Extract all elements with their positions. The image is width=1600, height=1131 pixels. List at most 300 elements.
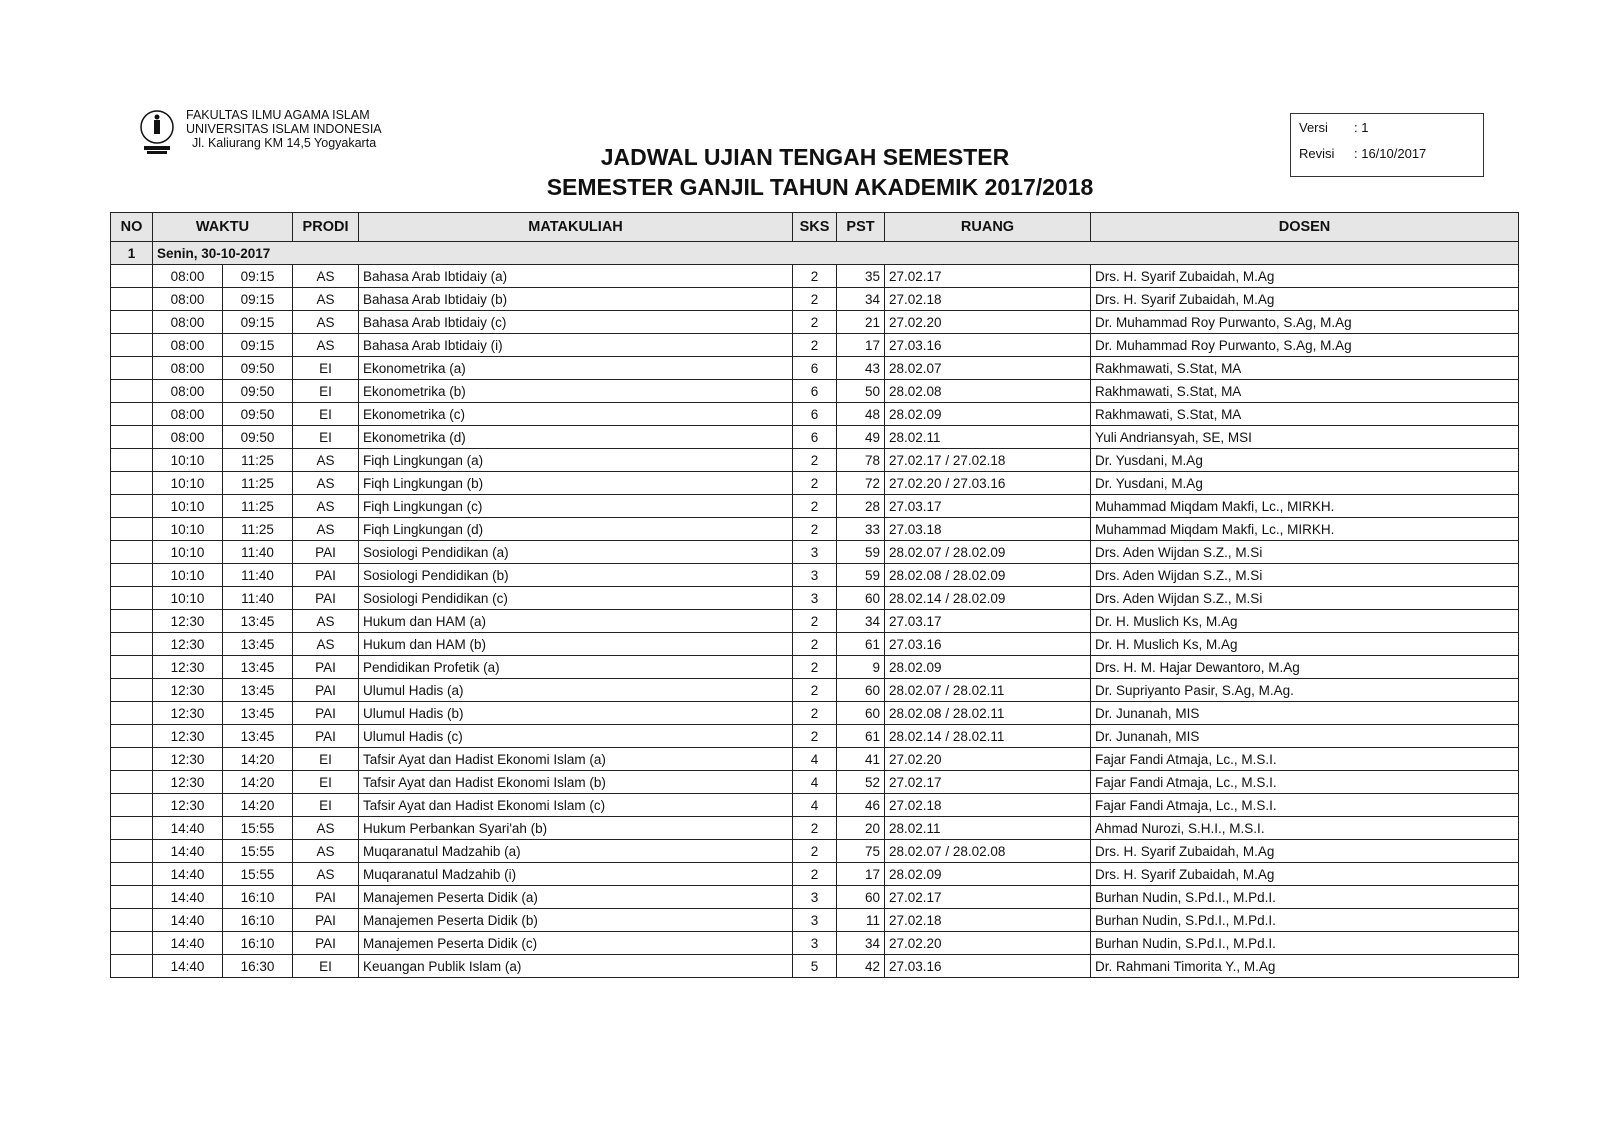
pst-cell: 34 bbox=[837, 288, 885, 311]
ruang-cell: 27.02.20 bbox=[885, 932, 1091, 955]
table-row bbox=[111, 518, 1519, 541]
dosen-cell: Muhammad Miqdam Makfi, Lc., MIRKH. bbox=[1091, 518, 1519, 541]
prodi-cell: AS bbox=[293, 840, 359, 863]
sks-cell: 2 bbox=[793, 265, 837, 288]
row-no-cell bbox=[111, 817, 153, 840]
matakuliah-cell: Manajemen Peserta Didik (a) bbox=[359, 886, 793, 909]
ruang-cell: 27.02.18 bbox=[885, 909, 1091, 932]
ruang-cell: 28.02.11 bbox=[885, 426, 1091, 449]
start-time-cell: 12:30 bbox=[153, 794, 223, 817]
matakuliah-cell: Fiqh Lingkungan (a) bbox=[359, 449, 793, 472]
end-time-cell: 13:45 bbox=[223, 656, 293, 679]
table-row bbox=[111, 656, 1519, 679]
table-row bbox=[111, 265, 1519, 288]
exam-schedule-table bbox=[110, 212, 1519, 978]
prodi-cell: EI bbox=[293, 357, 359, 380]
matakuliah-cell: Sosiologi Pendidikan (a) bbox=[359, 541, 793, 564]
ruang-cell: 27.03.18 bbox=[885, 518, 1091, 541]
end-time-cell: 16:10 bbox=[223, 932, 293, 955]
table-row bbox=[111, 380, 1519, 403]
pst-cell: 48 bbox=[837, 403, 885, 426]
row-no-cell bbox=[111, 518, 153, 541]
table-row bbox=[111, 311, 1519, 334]
matakuliah-cell: Pendidikan Profetik (a) bbox=[359, 656, 793, 679]
sks-cell: 4 bbox=[793, 794, 837, 817]
start-time-cell: 14:40 bbox=[153, 840, 223, 863]
prodi-cell: PAI bbox=[293, 909, 359, 932]
end-time-cell: 09:15 bbox=[223, 265, 293, 288]
ruang-cell: 27.03.17 bbox=[885, 610, 1091, 633]
header-waktu: WAKTU bbox=[153, 213, 293, 242]
ruang-cell: 28.02.14 / 28.02.09 bbox=[885, 587, 1091, 610]
end-time-cell: 13:45 bbox=[223, 633, 293, 656]
matakuliah-cell: Ekonometrika (d) bbox=[359, 426, 793, 449]
ruang-cell: 27.02.17 bbox=[885, 886, 1091, 909]
prodi-cell: PAI bbox=[293, 932, 359, 955]
row-no-cell bbox=[111, 288, 153, 311]
table-row bbox=[111, 863, 1519, 886]
faculty-name: FAKULTAS ILMU AGAMA ISLAM bbox=[186, 108, 370, 122]
header-matakuliah: MATAKULIAH bbox=[359, 213, 793, 242]
prodi-cell: AS bbox=[293, 334, 359, 357]
table-row bbox=[111, 633, 1519, 656]
ruang-cell: 27.03.16 bbox=[885, 955, 1091, 978]
table-header-row bbox=[111, 213, 1519, 242]
dosen-cell: Yuli Andriansyah, SE, MSI bbox=[1091, 426, 1519, 449]
institution-text bbox=[186, 108, 382, 150]
table-row bbox=[111, 955, 1519, 978]
table-row bbox=[111, 541, 1519, 564]
row-no-cell bbox=[111, 472, 153, 495]
prodi-cell: PAI bbox=[293, 886, 359, 909]
revisi-row bbox=[1299, 146, 1426, 161]
ruang-cell: 27.02.17 bbox=[885, 771, 1091, 794]
end-time-cell: 11:25 bbox=[223, 449, 293, 472]
sks-cell: 2 bbox=[793, 311, 837, 334]
ruang-cell: 27.02.17 / 27.02.18 bbox=[885, 449, 1091, 472]
pst-cell: 60 bbox=[837, 702, 885, 725]
start-time-cell: 08:00 bbox=[153, 334, 223, 357]
dosen-cell: Rakhmawati, S.Stat, MA bbox=[1091, 380, 1519, 403]
pst-cell: 9 bbox=[837, 656, 885, 679]
pst-cell: 35 bbox=[837, 265, 885, 288]
prodi-cell: PAI bbox=[293, 656, 359, 679]
ruang-cell: 28.02.11 bbox=[885, 817, 1091, 840]
row-no-cell bbox=[111, 748, 153, 771]
pst-cell: 28 bbox=[837, 495, 885, 518]
revisi-value: : 16/10/2017 bbox=[1354, 146, 1427, 161]
prodi-cell: EI bbox=[293, 748, 359, 771]
prodi-cell: EI bbox=[293, 403, 359, 426]
header-prodi: PRODI bbox=[293, 213, 359, 242]
header-no: NO bbox=[111, 213, 153, 242]
ruang-cell: 28.02.09 bbox=[885, 403, 1091, 426]
prodi-cell: AS bbox=[293, 610, 359, 633]
ruang-cell: 27.02.18 bbox=[885, 794, 1091, 817]
matakuliah-cell: Bahasa Arab Ibtidaiy (c) bbox=[359, 311, 793, 334]
end-time-cell: 09:15 bbox=[223, 311, 293, 334]
matakuliah-cell: Sosiologi Pendidikan (c) bbox=[359, 587, 793, 610]
end-time-cell: 09:50 bbox=[223, 357, 293, 380]
end-time-cell: 13:45 bbox=[223, 702, 293, 725]
start-time-cell: 12:30 bbox=[153, 702, 223, 725]
day-row bbox=[111, 242, 1519, 265]
sks-cell: 2 bbox=[793, 610, 837, 633]
table-row bbox=[111, 495, 1519, 518]
start-time-cell: 08:00 bbox=[153, 403, 223, 426]
dosen-cell: Drs. Aden Wijdan S.Z., M.Si bbox=[1091, 564, 1519, 587]
dosen-cell: Dr. H. Muslich Ks, M.Ag bbox=[1091, 610, 1519, 633]
start-time-cell: 08:00 bbox=[153, 265, 223, 288]
versi-row bbox=[1299, 120, 1368, 135]
dosen-cell: Burhan Nudin, S.Pd.I., M.Pd.I. bbox=[1091, 886, 1519, 909]
sks-cell: 2 bbox=[793, 679, 837, 702]
document-subtitle: SEMESTER GANJIL TAHUN AKADEMIK 2017/2018 bbox=[546, 174, 1094, 200]
dosen-cell: Drs. H. Syarif Zubaidah, M.Ag bbox=[1091, 265, 1519, 288]
row-no-cell bbox=[111, 449, 153, 472]
pst-cell: 33 bbox=[837, 518, 885, 541]
matakuliah-cell: Ulumul Hadis (a) bbox=[359, 679, 793, 702]
prodi-cell: EI bbox=[293, 955, 359, 978]
sks-cell: 3 bbox=[793, 909, 837, 932]
sks-cell: 3 bbox=[793, 932, 837, 955]
matakuliah-cell: Fiqh Lingkungan (c) bbox=[359, 495, 793, 518]
end-time-cell: 09:15 bbox=[223, 288, 293, 311]
start-time-cell: 14:40 bbox=[153, 955, 223, 978]
start-time-cell: 08:00 bbox=[153, 426, 223, 449]
pst-cell: 46 bbox=[837, 794, 885, 817]
end-time-cell: 13:45 bbox=[223, 725, 293, 748]
sks-cell: 2 bbox=[793, 725, 837, 748]
row-no-cell bbox=[111, 794, 153, 817]
dosen-cell: Drs. H. Syarif Zubaidah, M.Ag bbox=[1091, 288, 1519, 311]
sks-cell: 2 bbox=[793, 633, 837, 656]
end-time-cell: 15:55 bbox=[223, 863, 293, 886]
sks-cell: 6 bbox=[793, 380, 837, 403]
table-row bbox=[111, 426, 1519, 449]
pst-cell: 11 bbox=[837, 909, 885, 932]
matakuliah-cell: Manajemen Peserta Didik (c) bbox=[359, 932, 793, 955]
dosen-cell: Drs. Aden Wijdan S.Z., M.Si bbox=[1091, 587, 1519, 610]
ruang-cell: 27.02.20 / 27.03.16 bbox=[885, 472, 1091, 495]
sks-cell: 2 bbox=[793, 288, 837, 311]
start-time-cell: 14:40 bbox=[153, 817, 223, 840]
ruang-cell: 27.02.20 bbox=[885, 311, 1091, 334]
row-no-cell bbox=[111, 863, 153, 886]
pst-cell: 60 bbox=[837, 587, 885, 610]
version-box bbox=[1290, 113, 1484, 177]
start-time-cell: 12:30 bbox=[153, 633, 223, 656]
header-pst: PST bbox=[837, 213, 885, 242]
pst-cell: 78 bbox=[837, 449, 885, 472]
sks-cell: 6 bbox=[793, 357, 837, 380]
dosen-cell: Drs. Aden Wijdan S.Z., M.Si bbox=[1091, 541, 1519, 564]
ruang-cell: 28.02.08 / 28.02.11 bbox=[885, 702, 1091, 725]
matakuliah-cell: Ulumul Hadis (b) bbox=[359, 702, 793, 725]
start-time-cell: 08:00 bbox=[153, 380, 223, 403]
table-row bbox=[111, 794, 1519, 817]
dosen-cell: Drs. H. Syarif Zubaidah, M.Ag bbox=[1091, 840, 1519, 863]
matakuliah-cell: Ekonometrika (a) bbox=[359, 357, 793, 380]
row-no-cell bbox=[111, 909, 153, 932]
pst-cell: 34 bbox=[837, 610, 885, 633]
institution-header bbox=[138, 108, 382, 156]
table-row bbox=[111, 932, 1519, 955]
row-no-cell bbox=[111, 702, 153, 725]
ruang-cell: 28.02.08 / 28.02.09 bbox=[885, 564, 1091, 587]
pst-cell: 75 bbox=[837, 840, 885, 863]
sks-cell: 2 bbox=[793, 518, 837, 541]
end-time-cell: 11:25 bbox=[223, 518, 293, 541]
prodi-cell: AS bbox=[293, 472, 359, 495]
matakuliah-cell: Keuangan Publik Islam (a) bbox=[359, 955, 793, 978]
start-time-cell: 08:00 bbox=[153, 288, 223, 311]
row-no-cell bbox=[111, 564, 153, 587]
revisi-label: Revisi bbox=[1299, 146, 1335, 161]
dosen-cell: Fajar Fandi Atmaja, Lc., M.S.I. bbox=[1091, 748, 1519, 771]
pst-cell: 43 bbox=[837, 357, 885, 380]
dosen-cell: Dr. Junanah, MIS bbox=[1091, 702, 1519, 725]
dosen-cell: Dr. Supriyanto Pasir, S.Ag, M.Ag. bbox=[1091, 679, 1519, 702]
ruang-cell: 28.02.07 bbox=[885, 357, 1091, 380]
end-time-cell: 16:10 bbox=[223, 909, 293, 932]
table-row bbox=[111, 748, 1519, 771]
university-name: UNIVERSITAS ISLAM INDONESIA bbox=[186, 122, 382, 136]
matakuliah-cell: Sosiologi Pendidikan (b) bbox=[359, 564, 793, 587]
pst-cell: 60 bbox=[837, 886, 885, 909]
matakuliah-cell: Manajemen Peserta Didik (b) bbox=[359, 909, 793, 932]
pst-cell: 59 bbox=[837, 564, 885, 587]
end-time-cell: 11:25 bbox=[223, 495, 293, 518]
matakuliah-cell: Ulumul Hadis (c) bbox=[359, 725, 793, 748]
dosen-cell: Rakhmawati, S.Stat, MA bbox=[1091, 357, 1519, 380]
row-no-cell bbox=[111, 357, 153, 380]
ruang-cell: 28.02.09 bbox=[885, 656, 1091, 679]
prodi-cell: AS bbox=[293, 449, 359, 472]
pst-cell: 21 bbox=[837, 311, 885, 334]
ruang-cell: 28.02.08 bbox=[885, 380, 1091, 403]
row-no-cell bbox=[111, 656, 153, 679]
start-time-cell: 10:10 bbox=[153, 518, 223, 541]
pst-cell: 49 bbox=[837, 426, 885, 449]
row-no-cell bbox=[111, 840, 153, 863]
sks-cell: 3 bbox=[793, 564, 837, 587]
matakuliah-cell: Tafsir Ayat dan Hadist Ekonomi Islam (c) bbox=[359, 794, 793, 817]
dosen-cell: Burhan Nudin, S.Pd.I., M.Pd.I. bbox=[1091, 909, 1519, 932]
start-time-cell: 12:30 bbox=[153, 656, 223, 679]
pst-cell: 61 bbox=[837, 725, 885, 748]
matakuliah-cell: Fiqh Lingkungan (d) bbox=[359, 518, 793, 541]
pst-cell: 20 bbox=[837, 817, 885, 840]
ruang-cell: 28.02.07 / 28.02.09 bbox=[885, 541, 1091, 564]
table-row bbox=[111, 610, 1519, 633]
dosen-cell: Dr. Yusdani, M.Ag bbox=[1091, 472, 1519, 495]
day-label: Senin, 30-10-2017 bbox=[153, 242, 1519, 265]
matakuliah-cell: Muqaranatul Madzahib (a) bbox=[359, 840, 793, 863]
sks-cell: 6 bbox=[793, 426, 837, 449]
matakuliah-cell: Hukum Perbankan Syari'ah (b) bbox=[359, 817, 793, 840]
table-row bbox=[111, 886, 1519, 909]
header-dosen: DOSEN bbox=[1091, 213, 1519, 242]
start-time-cell: 10:10 bbox=[153, 587, 223, 610]
prodi-cell: EI bbox=[293, 426, 359, 449]
row-no-cell bbox=[111, 610, 153, 633]
dosen-cell: Fajar Fandi Atmaja, Lc., M.S.I. bbox=[1091, 771, 1519, 794]
sks-cell: 2 bbox=[793, 863, 837, 886]
start-time-cell: 14:40 bbox=[153, 932, 223, 955]
sks-cell: 3 bbox=[793, 541, 837, 564]
dosen-cell: Dr. Yusdani, M.Ag bbox=[1091, 449, 1519, 472]
end-time-cell: 11:25 bbox=[223, 472, 293, 495]
sks-cell: 2 bbox=[793, 656, 837, 679]
sks-cell: 2 bbox=[793, 334, 837, 357]
dosen-cell: Dr. Muhammad Roy Purwanto, S.Ag, M.Ag bbox=[1091, 334, 1519, 357]
ruang-cell: 27.03.17 bbox=[885, 495, 1091, 518]
pst-cell: 17 bbox=[837, 863, 885, 886]
dosen-cell: Ahmad Nurozi, S.H.I., M.S.I. bbox=[1091, 817, 1519, 840]
sks-cell: 2 bbox=[793, 702, 837, 725]
table-row bbox=[111, 679, 1519, 702]
matakuliah-cell: Bahasa Arab Ibtidaiy (i) bbox=[359, 334, 793, 357]
dosen-cell: Drs. H. Syarif Zubaidah, M.Ag bbox=[1091, 863, 1519, 886]
end-time-cell: 13:45 bbox=[223, 679, 293, 702]
row-no-cell bbox=[111, 334, 153, 357]
start-time-cell: 12:30 bbox=[153, 679, 223, 702]
start-time-cell: 08:00 bbox=[153, 311, 223, 334]
row-no-cell bbox=[111, 403, 153, 426]
table-row bbox=[111, 472, 1519, 495]
versi-value: : 1 bbox=[1354, 120, 1369, 135]
prodi-cell: AS bbox=[293, 288, 359, 311]
start-time-cell: 10:10 bbox=[153, 472, 223, 495]
sks-cell: 4 bbox=[793, 748, 837, 771]
end-time-cell: 13:45 bbox=[223, 610, 293, 633]
prodi-cell: EI bbox=[293, 771, 359, 794]
ruang-cell: 27.03.16 bbox=[885, 334, 1091, 357]
matakuliah-cell: Ekonometrika (b) bbox=[359, 380, 793, 403]
pst-cell: 50 bbox=[837, 380, 885, 403]
university-address: Jl. Kaliurang KM 14,5 Yogyakarta bbox=[192, 136, 377, 150]
start-time-cell: 08:00 bbox=[153, 357, 223, 380]
table-row bbox=[111, 288, 1519, 311]
pst-cell: 72 bbox=[837, 472, 885, 495]
header-ruang: RUANG bbox=[885, 213, 1091, 242]
ruang-cell: 27.02.17 bbox=[885, 265, 1091, 288]
sks-cell: 5 bbox=[793, 955, 837, 978]
sks-cell: 2 bbox=[793, 449, 837, 472]
prodi-cell: PAI bbox=[293, 679, 359, 702]
end-time-cell: 16:10 bbox=[223, 886, 293, 909]
prodi-cell: PAI bbox=[293, 587, 359, 610]
pst-cell: 61 bbox=[837, 633, 885, 656]
dosen-cell: Muhammad Miqdam Makfi, Lc., MIRKH. bbox=[1091, 495, 1519, 518]
pst-cell: 41 bbox=[837, 748, 885, 771]
prodi-cell: AS bbox=[293, 495, 359, 518]
header-sks: SKS bbox=[793, 213, 837, 242]
pst-cell: 60 bbox=[837, 679, 885, 702]
table-row bbox=[111, 449, 1519, 472]
pst-cell: 34 bbox=[837, 932, 885, 955]
end-time-cell: 14:20 bbox=[223, 748, 293, 771]
row-no-cell bbox=[111, 633, 153, 656]
end-time-cell: 09:50 bbox=[223, 426, 293, 449]
start-time-cell: 12:30 bbox=[153, 748, 223, 771]
matakuliah-cell: Tafsir Ayat dan Hadist Ekonomi Islam (b) bbox=[359, 771, 793, 794]
start-time-cell: 10:10 bbox=[153, 449, 223, 472]
start-time-cell: 14:40 bbox=[153, 863, 223, 886]
ruang-cell: 28.02.07 / 28.02.08 bbox=[885, 840, 1091, 863]
prodi-cell: EI bbox=[293, 794, 359, 817]
sks-cell: 6 bbox=[793, 403, 837, 426]
prodi-cell: PAI bbox=[293, 702, 359, 725]
table-row bbox=[111, 909, 1519, 932]
row-no-cell bbox=[111, 932, 153, 955]
dosen-cell: Dr. H. Muslich Ks, M.Ag bbox=[1091, 633, 1519, 656]
matakuliah-cell: Hukum dan HAM (b) bbox=[359, 633, 793, 656]
document-title: JADWAL UJIAN TENGAH SEMESTER bbox=[600, 144, 1010, 170]
prodi-cell: AS bbox=[293, 633, 359, 656]
row-no-cell bbox=[111, 955, 153, 978]
row-no-cell bbox=[111, 886, 153, 909]
row-no-cell bbox=[111, 495, 153, 518]
dosen-cell: Burhan Nudin, S.Pd.I., M.Pd.I. bbox=[1091, 932, 1519, 955]
prodi-cell: EI bbox=[293, 380, 359, 403]
sks-cell: 3 bbox=[793, 886, 837, 909]
start-time-cell: 10:10 bbox=[153, 541, 223, 564]
table-row bbox=[111, 817, 1519, 840]
end-time-cell: 11:40 bbox=[223, 541, 293, 564]
pst-cell: 17 bbox=[837, 334, 885, 357]
matakuliah-cell: Muqaranatul Madzahib (i) bbox=[359, 863, 793, 886]
start-time-cell: 12:30 bbox=[153, 610, 223, 633]
end-time-cell: 09:50 bbox=[223, 380, 293, 403]
prodi-cell: AS bbox=[293, 863, 359, 886]
prodi-cell: AS bbox=[293, 311, 359, 334]
sks-cell: 2 bbox=[793, 817, 837, 840]
row-no-cell bbox=[111, 311, 153, 334]
university-logo bbox=[138, 108, 176, 156]
dosen-cell: Fajar Fandi Atmaja, Lc., M.S.I. bbox=[1091, 794, 1519, 817]
ruang-cell: 28.02.14 / 28.02.11 bbox=[885, 725, 1091, 748]
ruang-cell: 27.02.18 bbox=[885, 288, 1091, 311]
pst-cell: 59 bbox=[837, 541, 885, 564]
table-row bbox=[111, 840, 1519, 863]
table-row bbox=[111, 403, 1519, 426]
prodi-cell: AS bbox=[293, 817, 359, 840]
sks-cell: 4 bbox=[793, 771, 837, 794]
dosen-cell: Rakhmawati, S.Stat, MA bbox=[1091, 403, 1519, 426]
start-time-cell: 10:10 bbox=[153, 564, 223, 587]
ruang-cell: 27.02.20 bbox=[885, 748, 1091, 771]
row-no-cell bbox=[111, 725, 153, 748]
start-time-cell: 14:40 bbox=[153, 909, 223, 932]
table-row bbox=[111, 334, 1519, 357]
dosen-cell: Drs. H. M. Hajar Dewantoro, M.Ag bbox=[1091, 656, 1519, 679]
matakuliah-cell: Bahasa Arab Ibtidaiy (b) bbox=[359, 288, 793, 311]
row-no-cell bbox=[111, 265, 153, 288]
table-row bbox=[111, 357, 1519, 380]
end-time-cell: 14:20 bbox=[223, 771, 293, 794]
prodi-cell: PAI bbox=[293, 725, 359, 748]
sks-cell: 2 bbox=[793, 495, 837, 518]
matakuliah-cell: Fiqh Lingkungan (b) bbox=[359, 472, 793, 495]
start-time-cell: 10:10 bbox=[153, 495, 223, 518]
end-time-cell: 09:50 bbox=[223, 403, 293, 426]
dosen-cell: Dr. Muhammad Roy Purwanto, S.Ag, M.Ag bbox=[1091, 311, 1519, 334]
end-time-cell: 16:30 bbox=[223, 955, 293, 978]
matakuliah-cell: Tafsir Ayat dan Hadist Ekonomi Islam (a) bbox=[359, 748, 793, 771]
ruang-cell: 28.02.07 / 28.02.11 bbox=[885, 679, 1091, 702]
